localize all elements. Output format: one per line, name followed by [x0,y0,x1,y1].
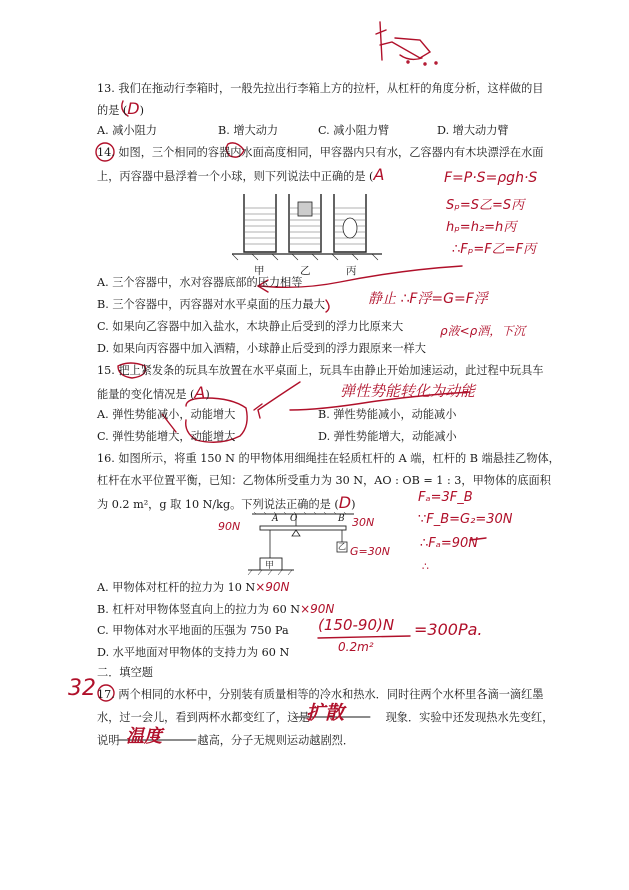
q14-note-3: hₚ=h₂=h丙 [446,220,517,235]
q16-calc-numerator: (150-90)N [318,616,395,634]
figure-label-jia: 甲 [254,265,265,277]
q16-note-3: ∴Fₐ=90N [420,536,478,551]
q14-answer: A [373,165,385,184]
q16-lever-figure [242,512,364,578]
q16-fig-note-g: G=30N [350,545,390,558]
q16-note-1: Fₐ=3F_B [418,490,473,505]
q13-line2: 的是 (D) [97,99,144,118]
q14-line2: 上，丙容器中悬浮着一个小球，则下列说法中正确的是 (A [97,165,385,184]
lever-label-jia: 甲 [265,561,275,571]
q15-option-c: C. 弹性势能增大，动能增大 [97,430,236,443]
q15-note: 弹性势能转化为动能 [340,382,476,400]
q13-answer: D [127,99,140,118]
q14-option-c: C. 如果向乙容器中加入盐水，木块静止后受到的浮力比原来大 [97,320,404,333]
q15-option-d: D. 弹性势能增大，动能减小 [318,430,457,443]
q16-option-b-note: ×90N [300,602,335,616]
lever-label-a: A [272,514,279,524]
q15-line1: 15. 把上紧发条的玩具车放置在水平桌面上，玩具车由静止开始加速运动，此过程中玩具车 [97,364,544,377]
q16-line1: 16. 如图所示，将重 150 N 的甲物体用细绳挂在轻质杠杆的 A 端，杠杆的 B 端悬挂乙物体， [97,452,560,465]
lever-label-o: O [290,514,298,524]
lever-label-b: B [338,514,345,524]
q16-option-a-note: ×90N [255,580,290,594]
lever-label-yi: 乙 [338,542,346,551]
q16-fig-note-left: 90N [218,520,241,533]
containers-diagram [232,190,382,262]
q15-line2: 能量的变化情况是 (A) [97,383,210,402]
q14-option-d: D. 如果向丙容器中加入酒精，小球静止后受到的浮力跟原来一样大 [97,342,426,355]
q17-line3: 说明 越高，分子无规则运动越剧烈． [97,734,355,747]
figure-label-yi: 乙 [300,265,311,277]
section-title: 二．填空题 [97,666,153,679]
figure-label-bing: 丙 [346,265,357,277]
q16-option-d: D. 水平地面对甲物体的支持力为 60 N [97,646,290,659]
q14-note-1: F=P·S=ρgh·S [444,170,538,186]
q16-calc-denominator: 0.2m² [338,640,374,654]
q17-line2: 水，过一会儿，看到两杯水都变红了，这是 现象．实验中还发现热水先变红， [97,711,554,724]
q14-option-a: A. 三个容器中，水对容器底部的压力相等 [97,276,303,289]
q16-option-c: C. 甲物体对水平地面的压强为 750 Pa [97,624,289,637]
q16-note-2: ∵F_B=G₂=30N [418,512,513,527]
q16-fig-note-right: 30N [352,516,375,529]
q15-answer: A [194,383,206,402]
q14-note-b: 静止 ∴F浮=G=F浮 [368,291,488,307]
q16-calc-result: =300Pa. [414,620,483,639]
q16-option-b: B. 杠杆对甲物体竖直向上的拉力为 60 N×90N [97,602,335,616]
q14-containers-figure [232,190,382,275]
q13-line1: 13. 我们在拖动行李箱时，一般先拉出行李箱上方的拉杆，从杠杆的角度分析，这样做的目 [97,82,544,95]
q17-line1: 17. 两个相同的水杯中，分别装有质量相等的冷水和热水．同时往两个水杯里各滴一滴红墨 [97,688,544,701]
q13-option-b: B. 增大动力 [218,124,279,137]
q14-note-2: Sₚ=S乙=S丙 [446,198,525,213]
q16-line2: 杠杆在水平位置平衡，已知：乙物体所受重力为 30 N，AO : OB = 1 : 3，甲物体的底面积 [97,474,551,487]
q14-line1: 14. 如图，三个相同的容器内水面高度相同，甲容器内只有水，乙容器内有木块漂浮在水面 [97,146,544,159]
q13-option-c: C. 减小阻力臂 [318,124,390,137]
q14-option-b: B. 三个容器中，丙容器对水平桌面的压力最大 [97,298,325,311]
q17-blank1-answer: 扩散 [306,702,345,724]
q15-option-a: A. 弹性势能减小，动能增大 [97,408,236,421]
q13-option-d: D. 增大动力臂 [437,124,509,137]
q17-score: 32 [68,676,96,701]
q15-option-b: B. 弹性势能减小，动能减小 [318,408,457,421]
q16-answer: D [338,493,352,512]
q13-option-a: A. 减小阻力 [97,124,157,137]
q16-note-4: ∴ [422,560,429,573]
q14-note-c: ρ液<ρ酒，下沉 [440,324,526,338]
q16-option-a: A. 甲物体对杠杆的拉力为 10 N×90N [97,580,290,594]
q14-note-4: ∴Fₚ=F乙=F丙 [452,242,537,257]
q17-blank2-answer: 温度 [126,726,162,747]
q16-line3: 为 0.2 m²，g 取 10 N/kg。下列说法正确的是 (D) [97,493,356,512]
